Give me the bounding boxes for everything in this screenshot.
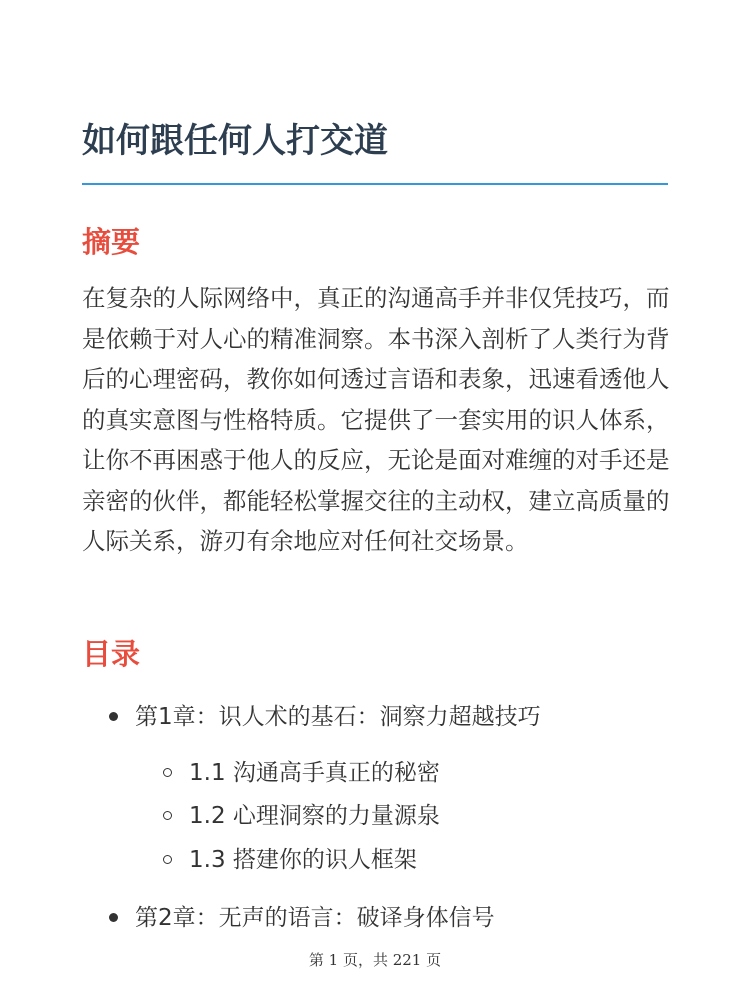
summary-heading: 摘要 bbox=[82, 225, 141, 259]
toc-subsection-label[interactable]: 1.2 心理洞察的力量源泉 bbox=[189, 803, 440, 829]
circle-bullet-icon bbox=[163, 811, 172, 820]
page-indicator: 第 1 页，共 221 页 bbox=[308, 951, 442, 969]
toc-heading: 目录 bbox=[82, 637, 141, 671]
circle-bullet-icon bbox=[163, 768, 172, 777]
disc-bullet-icon bbox=[109, 712, 118, 721]
disc-bullet-icon bbox=[109, 913, 118, 922]
title-divider bbox=[82, 183, 668, 185]
toc-subsection-label[interactable]: 1.1 沟通高手真正的秘密 bbox=[189, 760, 440, 786]
toc-chapter-label[interactable]: 第2章：无声的语言：破译身体信号 bbox=[135, 905, 495, 931]
circle-bullet-icon bbox=[163, 855, 172, 864]
summary-paragraph: 在复杂的人际网络中，真正的沟通高手并非仅凭技巧，而是依赖于对人心的精准洞察。本书深入剖析了人类行为背后的心理密码，教你如何透过言语和表象，迅速看透他人的真实意图与性格特质。它提供了一套实用的识人体系，让你不再困惑于他人的反应，无论是面对难缠的对手还是亲密的伙伴，都能轻松掌握交往的主动权，建立高质量的人际关系，游刃有余地应对任何社交场景。 bbox=[82, 284, 670, 555]
toc-chapter-label[interactable]: 第1章：识人术的基石：洞察力超越技巧 bbox=[135, 704, 541, 730]
document-title: 如何跟任何人打交道 bbox=[82, 121, 388, 161]
toc-subsection-label[interactable]: 1.3 搭建你的识人框架 bbox=[189, 847, 417, 873]
